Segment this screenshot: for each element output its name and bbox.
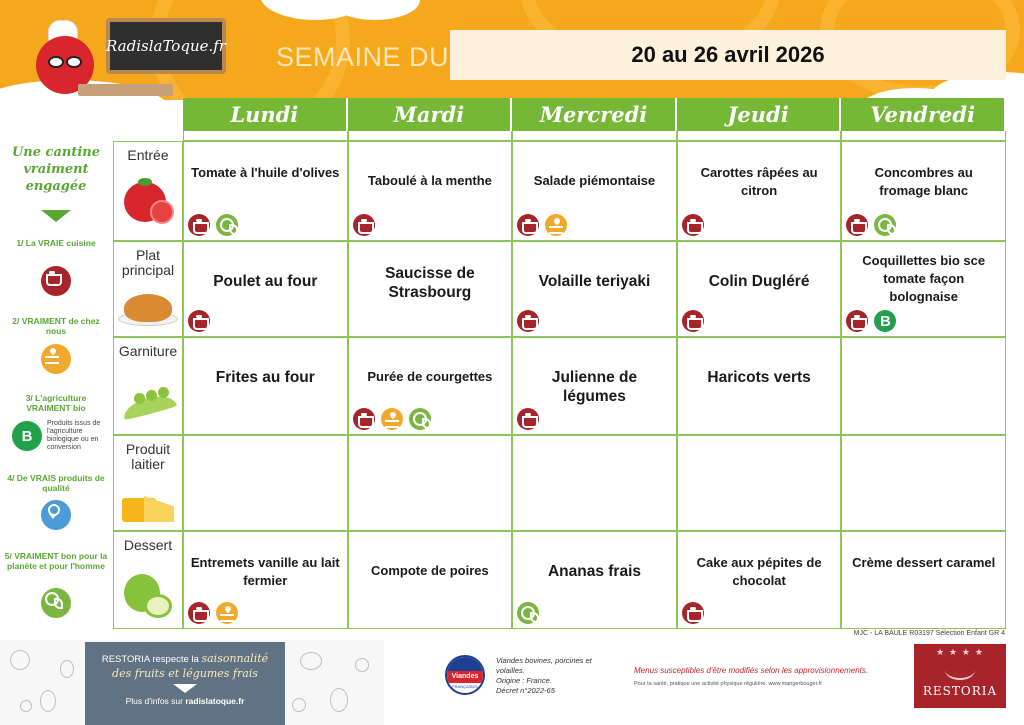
- row-label: Plat principal: [121, 247, 175, 278]
- dish-name: Volaille teriyaki: [538, 273, 651, 290]
- menu-cell: [183, 435, 348, 531]
- local-pin-icon: [216, 602, 238, 624]
- day-header-lundi: Lundi: [183, 98, 348, 131]
- down-triangle-icon: [41, 210, 71, 222]
- cooking-pot-icon: [682, 214, 704, 236]
- cell-icons: [353, 408, 431, 430]
- menu-cell: [677, 141, 842, 241]
- row-label-cell: [113, 141, 183, 241]
- menu-cell: [841, 435, 1006, 531]
- doodle: [355, 658, 369, 672]
- menu-cell: [512, 531, 677, 629]
- menu-cell: [512, 435, 677, 531]
- dish-name: Coquillettes bio sce tomate façon bolognaise: [862, 253, 986, 304]
- cell-icons: [682, 214, 704, 236]
- cooking-pot-icon: [517, 214, 539, 236]
- menu-cell: [183, 141, 348, 241]
- menu-cell: [183, 337, 348, 435]
- doodle: [300, 652, 322, 670]
- menu-cell: [841, 141, 1006, 241]
- doodle: [40, 690, 56, 712]
- cell-icons: [846, 214, 896, 236]
- dish-name: Tomate à l'huile d'olives: [191, 165, 340, 180]
- menu-cell: [348, 435, 513, 531]
- menu-cell: [841, 337, 1006, 435]
- cooking-pot-icon: [846, 310, 868, 332]
- radislatoque-logo: [18, 6, 233, 104]
- dish-name: Colin Dugléré: [708, 273, 810, 290]
- restoria-logo: [914, 644, 1006, 708]
- cheese-wedge-illustration: [144, 496, 174, 522]
- mascot-eye: [48, 56, 64, 68]
- row-label-cell: [113, 241, 183, 337]
- dish-name: Purée de courgettes: [367, 369, 493, 384]
- day-subheader: [512, 131, 677, 141]
- sidebar-tagline: Une cantine vraiment engagée: [11, 145, 101, 194]
- day-header-jeudi: Jeudi: [677, 98, 842, 131]
- day-subheader: [677, 131, 842, 141]
- menu-cell: [183, 241, 348, 337]
- restoria-emblem: [945, 660, 975, 680]
- logo-chalkboard: RadislaToque.fr: [106, 18, 226, 74]
- bio-icon: B: [874, 310, 896, 332]
- sidebar-item-label: 1/ La VRAIE cuisine: [16, 238, 96, 248]
- cooking-pot-icon: [353, 408, 375, 430]
- down-arrow-icon: [173, 684, 197, 693]
- day-header-mercredi: Mercredi: [512, 98, 677, 131]
- planet-icon: [216, 214, 238, 236]
- cell-icons: [517, 310, 539, 332]
- row-label: Entrée: [127, 147, 169, 163]
- season-line-3: [85, 696, 285, 706]
- cooking-pot-icon: [41, 266, 71, 296]
- logo-red-band: Viandes: [447, 671, 483, 683]
- cooking-pot-icon: [188, 310, 210, 332]
- cell-icons: [517, 408, 539, 430]
- roast-chicken-illustration: [124, 294, 172, 322]
- meat-origin-text: [496, 656, 616, 696]
- dish-name: Ananas frais: [547, 563, 641, 580]
- week-label: SEMAINE DU: [276, 42, 450, 72]
- menu-cell: [841, 241, 1006, 337]
- dish-name: Entremets vanille au lait fermier: [190, 555, 340, 588]
- logo-blue-band: [447, 657, 483, 671]
- cell-icons: [682, 310, 704, 332]
- row-label: Garniture: [118, 343, 178, 359]
- menu-cell: [348, 141, 513, 241]
- doodle: [330, 688, 348, 712]
- sidebar-item-label: 4/ De VRAIS produits de qualité: [7, 473, 105, 493]
- season-text: RESTORIA respecte la: [101, 654, 199, 665]
- row-label-cell: [113, 531, 183, 629]
- dish-name: Cake aux pépites de chocolat: [696, 555, 822, 588]
- cell-icons: [353, 214, 375, 236]
- cooking-pot-icon: [682, 602, 704, 624]
- dish-name: Crème dessert caramel: [852, 555, 996, 570]
- menu-cell: [841, 531, 1006, 629]
- dish-name: Saucisse de Strasbourg: [385, 265, 475, 301]
- mascot-eye: [66, 56, 82, 68]
- row-label-cell: [113, 337, 183, 435]
- restoria-stars: ★ ★ ★ ★: [936, 648, 984, 658]
- cell-icons: [188, 310, 210, 332]
- cooking-pot-icon: [517, 408, 539, 430]
- week-dates: 20 au 26 avril 2026: [450, 30, 1006, 80]
- doodle: [292, 698, 306, 712]
- dish-name: Taboulé à la menthe: [367, 173, 492, 188]
- sidebar-item-label: 3/ L'agriculture VRAIMENT bio: [25, 393, 87, 413]
- sidebar-item-label: 5/ VRAIMENT bon pour la planète et pour l'homme: [4, 551, 108, 571]
- menu-cell: [677, 337, 842, 435]
- cooking-pot-icon: [517, 310, 539, 332]
- local-pin-icon: [381, 408, 403, 430]
- quality-medal-icon: [41, 500, 71, 530]
- menu-cell: [183, 531, 348, 629]
- logo-desk: [78, 84, 173, 96]
- day-subheader: [348, 131, 513, 141]
- cell-icons: [517, 602, 539, 624]
- row-label: Produit laitier: [125, 441, 171, 472]
- local-pin-icon: [41, 344, 71, 374]
- cell-icons: [517, 214, 567, 236]
- day-subheader: [183, 131, 348, 141]
- menu-change-note: Menus susceptibles d'être modifiés selon les approvisionnements.: [634, 666, 869, 675]
- radislatoque-link[interactable]: radislatoque.fr: [185, 696, 245, 706]
- planet-icon: [874, 214, 896, 236]
- seasonality-banner: [85, 642, 285, 725]
- season-more-info: Plus d'infos sur: [125, 696, 183, 706]
- cooking-pot-icon: [682, 310, 704, 332]
- menu-reference: MJC - LA BAULE R03197 Sélection Enfant GR 4: [853, 630, 1005, 637]
- pea-illustration: [158, 387, 169, 398]
- menu-cell: [677, 435, 842, 531]
- cooking-pot-icon: [846, 214, 868, 236]
- bio-note: Produits issus de l'agriculture biologique ou en conversion: [47, 420, 101, 451]
- menu-cell: [512, 141, 677, 241]
- cooking-pot-icon: [188, 602, 210, 624]
- menu-cell: [677, 531, 842, 629]
- doodle: [10, 650, 30, 670]
- logo-sub: FRANÇAISES: [452, 684, 478, 689]
- cell-icons: [188, 214, 238, 236]
- season-line-1: [85, 652, 285, 665]
- season-highlight: saisonnalité: [201, 652, 269, 665]
- dish-name: Frites au four: [215, 369, 315, 386]
- menu-cell: [512, 337, 677, 435]
- menu-cell: [348, 241, 513, 337]
- dish-name: Salade piémontaise: [533, 173, 656, 188]
- health-note: Pour ta santé, pratique une activité physique régulière. www.mangerbouger.fr: [634, 681, 823, 687]
- menu-cell: [348, 531, 513, 629]
- dish-name: Julienne de légumes: [551, 369, 638, 405]
- meat-origin-line: Décret n°2022-65: [496, 686, 555, 695]
- planet-icon: [409, 408, 431, 430]
- cooking-pot-icon: [188, 214, 210, 236]
- viandes-francaises-logo: [445, 655, 485, 695]
- row-label-cell: [113, 435, 183, 531]
- day-header-mardi: Mardi: [348, 98, 513, 131]
- dish-name: Concombres au fromage blanc: [874, 165, 973, 198]
- bio-icon: B: [12, 421, 42, 451]
- meat-origin-line: Viandes bovines, porcines et volailles.: [496, 656, 592, 675]
- restoria-name: RESTORIA: [922, 684, 998, 698]
- day-header-vendredi: Vendredi: [841, 98, 1006, 131]
- tomato-half-illustration: [150, 200, 174, 224]
- doodle: [60, 660, 74, 678]
- menu-cell: [348, 337, 513, 435]
- cooking-pot-icon: [353, 214, 375, 236]
- dish-name: Haricots verts: [707, 369, 811, 386]
- cell-icons: [682, 602, 704, 624]
- menu-cell: [677, 241, 842, 337]
- season-line-2: des fruits et légumes frais: [112, 667, 258, 680]
- dish-name: Carottes râpées au citron: [700, 165, 818, 198]
- day-subheader: [841, 131, 1006, 141]
- dish-name: Poulet au four: [213, 273, 318, 290]
- planet-icon: [41, 588, 71, 618]
- menu-cell: [512, 241, 677, 337]
- pea-illustration: [134, 393, 145, 404]
- cell-icons: [846, 310, 896, 332]
- meat-origin-line: Origine : France.: [496, 676, 552, 685]
- sidebar-item-label: 2/ VRAIMENT de chez nous: [12, 316, 100, 336]
- dish-name: Compote de poires: [371, 563, 489, 578]
- row-label: Dessert: [123, 537, 173, 553]
- planet-icon: [517, 602, 539, 624]
- doodle: [20, 700, 32, 712]
- apple-half-illustration: [144, 594, 172, 618]
- cell-icons: [188, 602, 238, 624]
- local-pin-icon: [545, 214, 567, 236]
- pea-illustration: [146, 390, 157, 401]
